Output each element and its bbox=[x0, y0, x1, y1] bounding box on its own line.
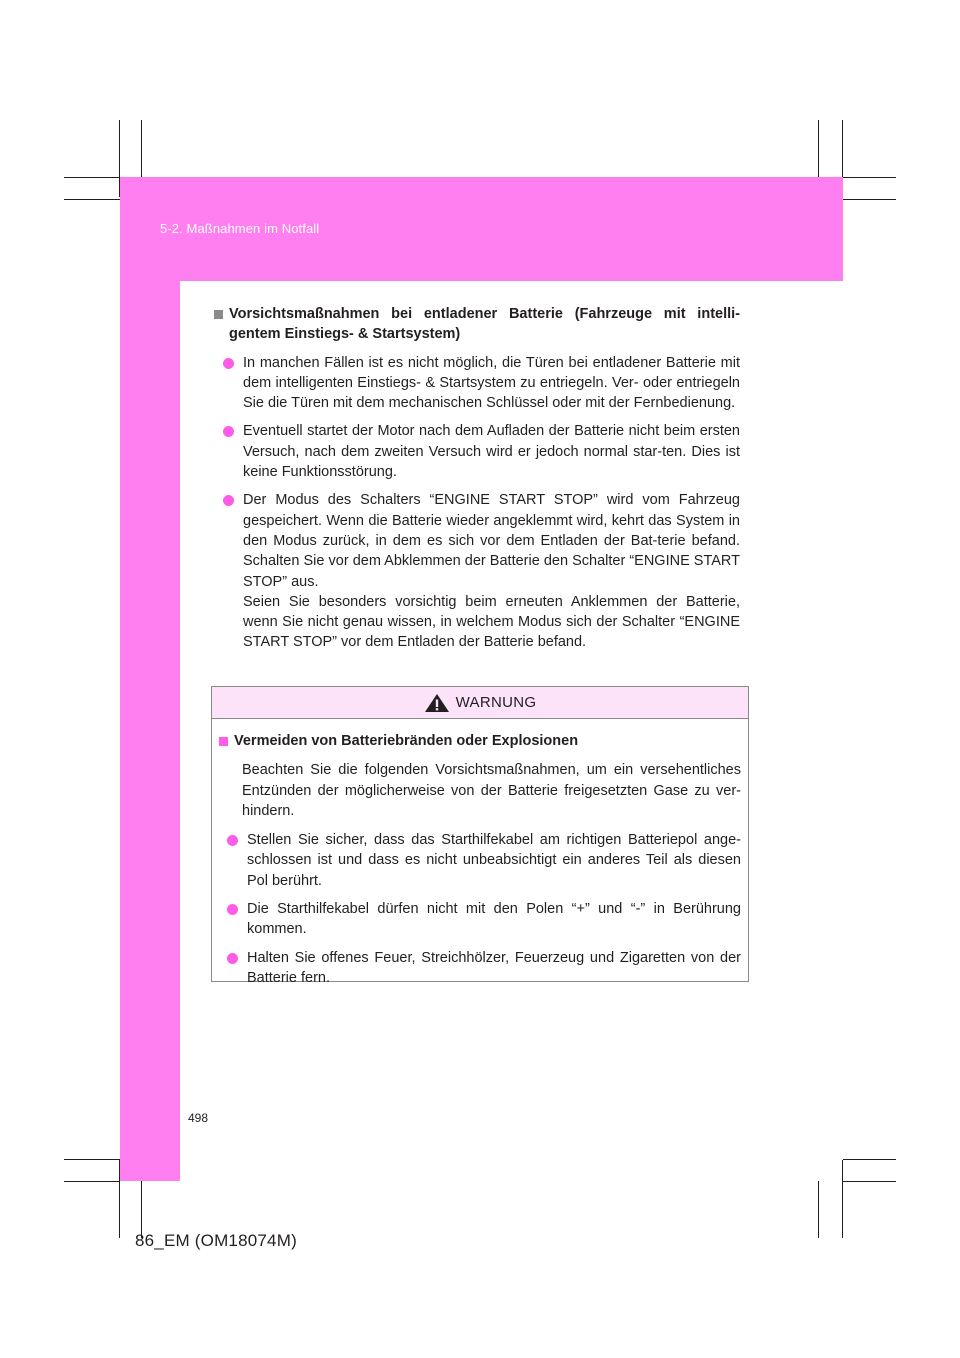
document-code: 86_EM (OM18074M) bbox=[135, 1231, 297, 1250]
warning-triangle-icon bbox=[424, 693, 450, 713]
crop-mark bbox=[843, 199, 896, 200]
section-title: 5-2. Maßnahmen im Notfall bbox=[160, 221, 320, 236]
warning-heading-text: Vermeiden von Batteriebränden oder Explosionen bbox=[234, 733, 579, 749]
crop-mark bbox=[64, 199, 120, 200]
main-content bbox=[214, 304, 740, 661]
square-bullet-icon bbox=[214, 310, 223, 319]
crop-mark bbox=[818, 120, 819, 177]
crop-mark bbox=[818, 1181, 819, 1238]
circle-bullet-icon bbox=[227, 904, 238, 915]
crop-mark bbox=[64, 1181, 120, 1182]
warning-heading bbox=[219, 731, 741, 751]
list-item-text: Eventuell startet der Motor nach dem Aufladen der Batterie nicht beim ersten Versuch, nach dem zweiten Versuch wird er jedoch normal star-ten. Dies ist keine Funktionsstörung. bbox=[243, 423, 740, 481]
circle-bullet-icon bbox=[227, 835, 238, 846]
crop-mark bbox=[843, 177, 896, 178]
list-item-text: In manchen Fällen ist es nicht möglich, die Türen bei entladener Batterie mit dem intelligenten Einstiegs- & Startsystem zu entriegeln. Ver- oder entriegeln Sie die Türen mit dem mechanischen Schlüssel oder mit der Fernbedienung. bbox=[243, 354, 740, 412]
list-item bbox=[219, 899, 741, 940]
section-heading bbox=[214, 304, 740, 345]
warning-label: WARNUNG bbox=[455, 694, 537, 711]
crop-mark bbox=[141, 1181, 142, 1238]
circle-bullet-icon bbox=[227, 953, 238, 964]
list-item-text: Halten Sie offenes Feuer, Streichhölzer, Feuerzeug und Zigaretten von der Batterie fern. bbox=[247, 949, 741, 986]
crop-mark bbox=[843, 1159, 896, 1160]
crop-mark bbox=[64, 1159, 120, 1160]
circle-bullet-icon bbox=[223, 495, 234, 506]
list-item bbox=[214, 421, 740, 482]
section-heading-text: Vorsichtsmaßnahmen bei entladener Batterie (Fahrzeuge mit intelli-gentem Einstiegs- & Startsystem) bbox=[229, 306, 740, 343]
list-item bbox=[214, 490, 740, 652]
list-item-text-continued: Seien Sie besonders vorsichtig beim erneuten Anklemmen der Batterie, wenn Sie nicht genau wissen, in welchem Modus sich der Schalter “ENGINE START STOP” vor dem Entladen der Batterie befand. bbox=[243, 593, 740, 651]
crop-mark bbox=[843, 1181, 896, 1182]
list-item-text: Der Modus des Schalters “ENGINE START STOP” wird vom Fahrzeug gespeichert. Wenn die Batterie wieder angeklemmt wird, kehrt das System in den Modus zurück, in dem es sich vor dem Entladen der Bat-terie befand. Schalten Sie vor dem Abklemmen der Batterie den Schalter “ENGINE START STOP” aus. bbox=[243, 492, 740, 590]
crop-mark bbox=[842, 1160, 843, 1238]
warning-body bbox=[212, 719, 748, 988]
warning-header bbox=[212, 687, 748, 719]
circle-bullet-icon bbox=[223, 358, 234, 369]
side-band bbox=[120, 281, 180, 1181]
list-item bbox=[214, 353, 740, 414]
page-number: 498 bbox=[188, 1111, 209, 1125]
circle-bullet-icon bbox=[223, 426, 234, 437]
list-item-text: Stellen Sie sicher, dass das Starthilfekabel am richtigen Batteriepol ange-schlossen ist und dass es nicht unbeabsichtigt ein anderes Teil als diesen Pol berührt. bbox=[247, 832, 741, 889]
crop-mark bbox=[141, 120, 142, 177]
list-item bbox=[219, 830, 741, 891]
warning-intro: Beachten Sie die folgenden Vorsichtsmaßnahmen, um ein versehentliches Entzünden der möglicherweise von der Batterie freigesetzten Gase zu ver-hindern. bbox=[242, 762, 741, 819]
list-item-text: Die Starthilfekabel dürfen nicht mit den Polen “+” und “-” in Berührung kommen. bbox=[247, 901, 741, 938]
list-item bbox=[219, 948, 741, 989]
square-bullet-icon bbox=[219, 737, 228, 746]
warning-box bbox=[211, 686, 749, 986]
crop-mark bbox=[64, 177, 120, 178]
